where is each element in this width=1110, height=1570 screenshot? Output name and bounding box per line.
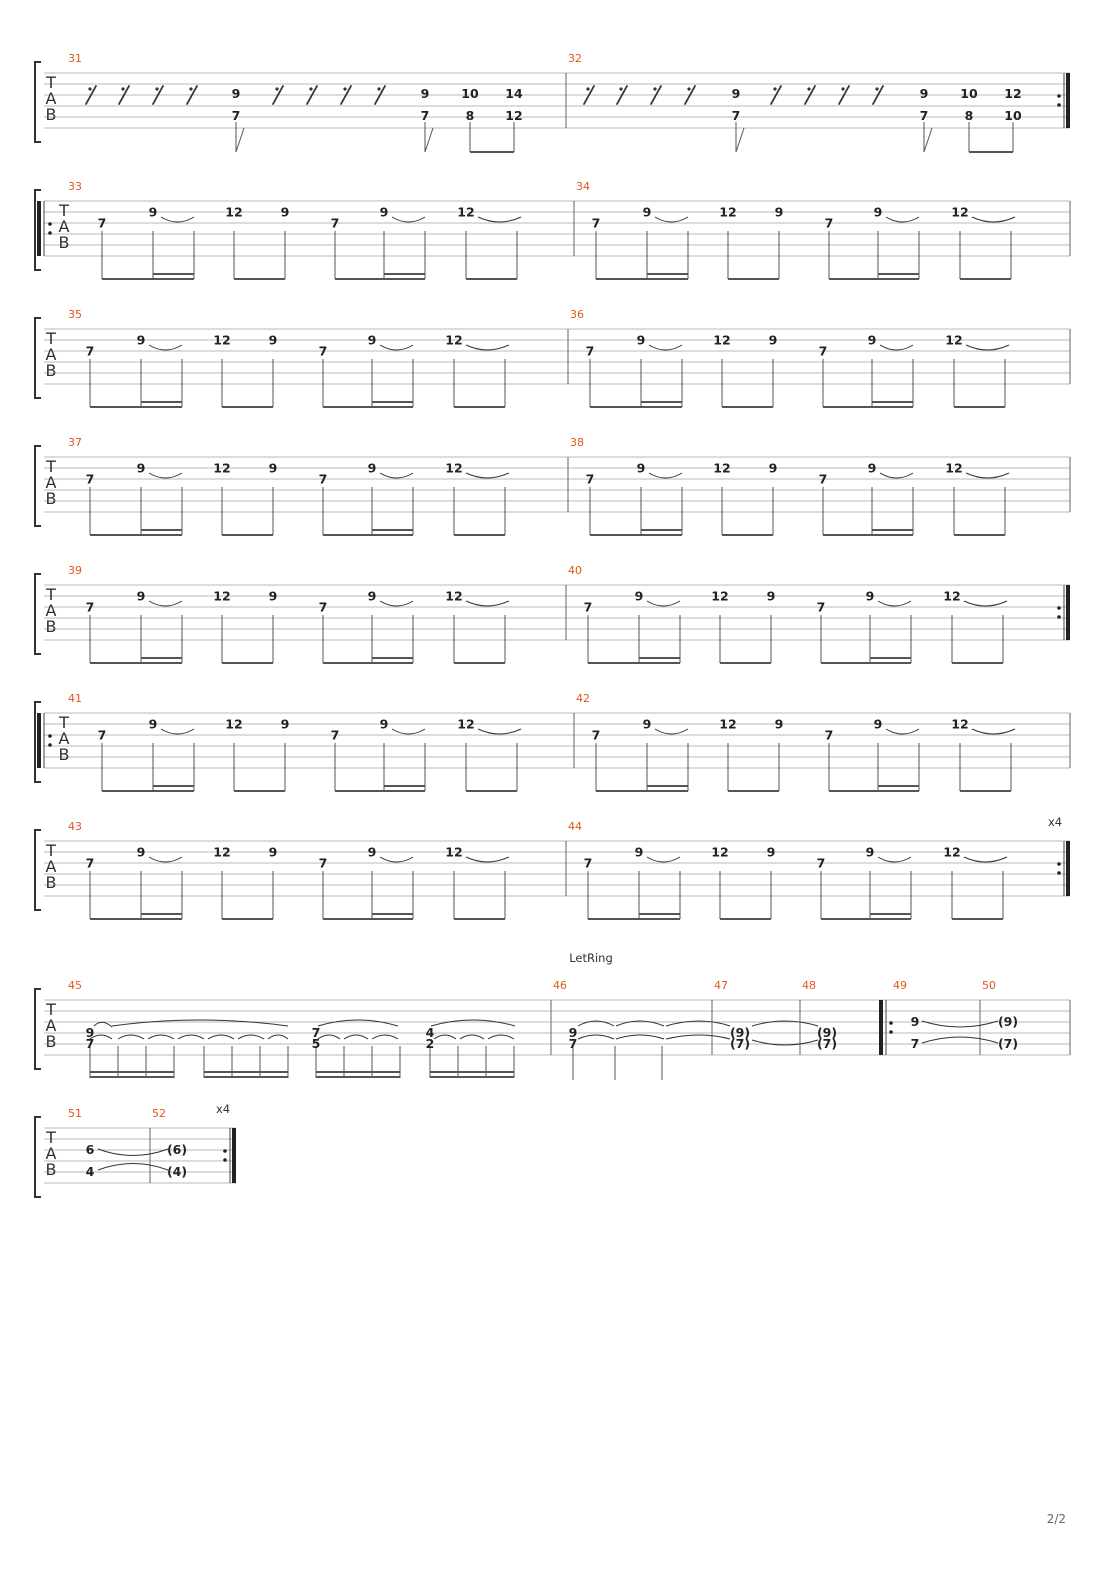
tab-clef-a: A: [45, 601, 57, 620]
measure-number-45: 45: [68, 979, 82, 992]
system-1: [35, 52, 1070, 153]
fret-number: 7: [585, 343, 595, 359]
system-bracket: [35, 1117, 41, 1197]
fret-number: 12: [445, 332, 463, 348]
tab-clef-a: A: [45, 1016, 57, 1035]
tab-clef-a: A: [45, 345, 57, 364]
fret-number: 7: [318, 471, 328, 487]
tab-clef-b: B: [58, 745, 70, 764]
fret-number: 7: [97, 215, 107, 231]
start-repeat-sign: [37, 201, 52, 256]
fret-number: 9: [873, 716, 883, 732]
fret-number: 7: [318, 855, 328, 871]
fret-number: 7: [330, 215, 340, 231]
fret-number: 2: [425, 1036, 435, 1051]
fret-number: 7: [919, 108, 929, 123]
fret-number: 9: [268, 844, 278, 860]
fret-number: 7: [85, 343, 95, 359]
tab-clef-t: T: [46, 1000, 56, 1019]
measure-number: 37: [68, 436, 82, 449]
tab-clef-b: B: [45, 361, 57, 380]
fret-number: 7: [330, 727, 340, 743]
let-ring-label: LetRing: [569, 951, 613, 965]
fret-number: 9: [367, 588, 377, 604]
measure-number: 42: [576, 692, 590, 705]
fret-number: 12: [213, 332, 231, 348]
fret-number: 9: [568, 1025, 578, 1040]
fret-number: 12: [225, 204, 243, 220]
fret-number: (7): [997, 1036, 1019, 1051]
fret-number: 12: [445, 588, 463, 604]
fret-number: 12: [457, 204, 475, 220]
system-2: [35, 180, 1070, 280]
system-6: [35, 692, 1070, 792]
fret-number: 7: [818, 343, 828, 359]
tab-clef-b: B: [45, 1032, 57, 1051]
fret-number: 7: [97, 727, 107, 743]
tab-clef-a: A: [45, 89, 57, 108]
repeat-count-x4: x4: [1048, 815, 1063, 829]
measure-number-46: 46: [553, 979, 567, 992]
measure-number: 44: [568, 820, 582, 833]
fret-number: 12: [945, 460, 963, 476]
fret-number: 14: [505, 86, 523, 101]
staff-lines: [44, 457, 1070, 512]
fret-number: 12: [505, 108, 523, 123]
fret-number: 9: [873, 204, 883, 220]
system-bracket: [35, 574, 41, 654]
measure-number-32: 32: [568, 52, 582, 65]
fret-number: (7): [729, 1036, 751, 1051]
fret-number: 12: [943, 844, 961, 860]
fret-number: 12: [711, 844, 729, 860]
fret-number: 9: [774, 204, 784, 220]
fret-number: 10: [1004, 108, 1022, 123]
fret-number: 4: [85, 1164, 95, 1179]
fret-number: 9: [136, 844, 146, 860]
fret-number: 9: [379, 716, 389, 732]
fret-number: 7: [585, 471, 595, 487]
staff-lines: [44, 841, 1070, 896]
fret-number: 9: [865, 844, 875, 860]
fret-number: 12: [213, 588, 231, 604]
measure-number-49: 49: [893, 979, 907, 992]
system-5: [35, 564, 1070, 664]
fret-number: 9: [766, 588, 776, 604]
staff-lines: [44, 585, 1070, 640]
measure-number: 33: [68, 180, 82, 193]
fret-number: 7: [583, 855, 593, 871]
system-bracket: [35, 62, 41, 142]
fret-number: 7: [318, 599, 328, 615]
fret-number: 4: [425, 1025, 435, 1040]
fret-number: 9: [420, 86, 430, 101]
fret-number: 9: [867, 332, 877, 348]
fret-number: 12: [445, 844, 463, 860]
fret-number: 5: [311, 1036, 321, 1051]
fret-number: 9: [865, 588, 875, 604]
tab-clef-b: B: [45, 617, 57, 636]
riff-systems: [35, 180, 1070, 920]
fret-number: 9: [642, 716, 652, 732]
fret-number: 12: [457, 716, 475, 732]
fret-number: 7: [85, 1036, 95, 1051]
fret-number: (4): [166, 1164, 188, 1179]
fret-number: 7: [311, 1025, 321, 1040]
fret-number: 7: [824, 727, 834, 743]
staff-lines: [44, 713, 1070, 768]
tab-clef-a: A: [58, 217, 70, 236]
fret-number: 7: [583, 599, 593, 615]
fret-number: 12: [951, 716, 969, 732]
fret-number: 7: [85, 471, 95, 487]
tab-clef-b: B: [45, 1160, 57, 1179]
start-repeat-sign: [879, 1000, 893, 1055]
fret-number: 9: [367, 332, 377, 348]
staff-lines: [44, 329, 1070, 384]
fret-number: 12: [713, 460, 731, 476]
fret-number: 9: [148, 204, 158, 220]
end-repeat-sign: [1057, 585, 1070, 640]
fret-number: 12: [951, 204, 969, 220]
fret-number: 7: [85, 855, 95, 871]
start-repeat-sign: [37, 713, 52, 768]
fret-number: 7: [910, 1036, 920, 1051]
fret-number: 9: [136, 332, 146, 348]
measure-number: 34: [576, 180, 590, 193]
tab-clef-t: T: [59, 201, 69, 220]
measure-number: 38: [570, 436, 584, 449]
fret-number: 7: [731, 108, 741, 123]
staff-lines: [44, 201, 1070, 256]
fret-number: 7: [568, 1036, 578, 1051]
fret-number: 9: [367, 844, 377, 860]
fret-number: 9: [766, 844, 776, 860]
fret-number: 7: [818, 471, 828, 487]
fret-number: 12: [213, 844, 231, 860]
fret-number: 7: [318, 343, 328, 359]
measure-number: 41: [68, 692, 82, 705]
measure-number-48: 48: [802, 979, 816, 992]
fret-number: (9): [816, 1025, 838, 1040]
fret-number: 7: [591, 727, 601, 743]
fret-number: 9: [148, 716, 158, 732]
fret-number: 9: [867, 460, 877, 476]
fret-number: 12: [945, 332, 963, 348]
system-bracket: [35, 830, 41, 910]
measure-number: 39: [68, 564, 82, 577]
fret-number: 9: [731, 86, 741, 101]
fret-number: 7: [591, 215, 601, 231]
barlines: [551, 1000, 1070, 1055]
fret-number: 9: [379, 204, 389, 220]
fret-number: 9: [774, 716, 784, 732]
fret-number: 9: [136, 460, 146, 476]
fret-number: 10: [960, 86, 978, 101]
tab-clef-a: A: [45, 473, 57, 492]
tab-clef-b: B: [45, 105, 57, 124]
fret-number: 7: [420, 108, 430, 123]
fret-number: 6: [85, 1142, 95, 1157]
fret-number: 9: [231, 86, 241, 101]
fret-number: 7: [85, 599, 95, 615]
tab-clef-a: A: [45, 857, 57, 876]
tab-clef-b: B: [45, 489, 57, 508]
measure-number-52: 52: [152, 1107, 166, 1120]
measure-number: 43: [68, 820, 82, 833]
measure-number: 40: [568, 564, 582, 577]
fret-number: 9: [636, 332, 646, 348]
fret-number: 9: [768, 332, 778, 348]
tab-clef-b: B: [58, 233, 70, 252]
fret-number: 10: [461, 86, 479, 101]
system-bracket: [35, 318, 41, 398]
system-9: [35, 1102, 236, 1197]
fret-number: (6): [166, 1142, 188, 1157]
fret-number: 7: [816, 599, 826, 615]
repeat-count-x4: x4: [216, 1102, 231, 1116]
fret-number: 9: [634, 588, 644, 604]
tab-clef-t: T: [46, 841, 56, 860]
fret-number: 9: [268, 460, 278, 476]
system-7: [35, 820, 1070, 920]
fret-number: 12: [719, 204, 737, 220]
measure-number-31: 31: [68, 52, 82, 65]
fret-number: 7: [231, 108, 241, 123]
tab-clef-b: B: [45, 873, 57, 892]
system-bracket: [35, 446, 41, 526]
end-repeat-sign: [1057, 841, 1070, 896]
fret-number: 9: [642, 204, 652, 220]
measure-number-51: 51: [68, 1107, 82, 1120]
fret-number: 9: [280, 204, 290, 220]
end-repeat-sign: [1057, 73, 1070, 128]
fret-number: (9): [997, 1014, 1019, 1029]
fret-number: (9): [729, 1025, 751, 1040]
end-repeat-sign: [223, 1128, 236, 1183]
measure-number-50: 50: [982, 979, 996, 992]
tab-clef-t: T: [46, 585, 56, 604]
fret-number: 8: [964, 108, 974, 123]
fret-number: 9: [768, 460, 778, 476]
fret-number: 12: [213, 460, 231, 476]
fret-number: 12: [1004, 86, 1022, 101]
fret-number: 9: [910, 1014, 920, 1029]
measure-number: 35: [68, 308, 82, 321]
fret-number: 12: [943, 588, 961, 604]
measure-number-47: 47: [714, 979, 728, 992]
fret-number: 9: [919, 86, 929, 101]
tab-clef-t: T: [59, 713, 69, 732]
system-8: [35, 951, 1070, 1080]
system-bracket: [35, 989, 41, 1069]
fret-number: 9: [280, 716, 290, 732]
tab-clef-t: T: [46, 329, 56, 348]
fret-number: 9: [636, 460, 646, 476]
staff-lines: [44, 73, 1070, 128]
fret-number: 12: [713, 332, 731, 348]
system-3: [35, 308, 1070, 408]
tab-clef-a: A: [58, 729, 70, 748]
measure-number: 36: [570, 308, 584, 321]
fret-number: 12: [719, 716, 737, 732]
fret-number: 9: [268, 332, 278, 348]
fret-number: 7: [824, 215, 834, 231]
fret-number: 7: [816, 855, 826, 871]
fret-number: 9: [85, 1025, 95, 1040]
system-4: [35, 436, 1070, 536]
fret-number: 12: [445, 460, 463, 476]
page-number: 2/2: [1046, 1512, 1066, 1526]
fret-number: 9: [136, 588, 146, 604]
fret-number: 8: [465, 108, 475, 123]
fret-number: 9: [634, 844, 644, 860]
fret-number: (7): [816, 1036, 838, 1051]
fret-number: 9: [268, 588, 278, 604]
fret-number: 12: [225, 716, 243, 732]
fret-number: 9: [367, 460, 377, 476]
fret-number: 12: [711, 588, 729, 604]
tab-clef-t: T: [46, 1128, 56, 1147]
tab-clef-a: A: [45, 1144, 57, 1163]
tab-clef-t: T: [46, 457, 56, 476]
tab-clef-t: T: [46, 73, 56, 92]
